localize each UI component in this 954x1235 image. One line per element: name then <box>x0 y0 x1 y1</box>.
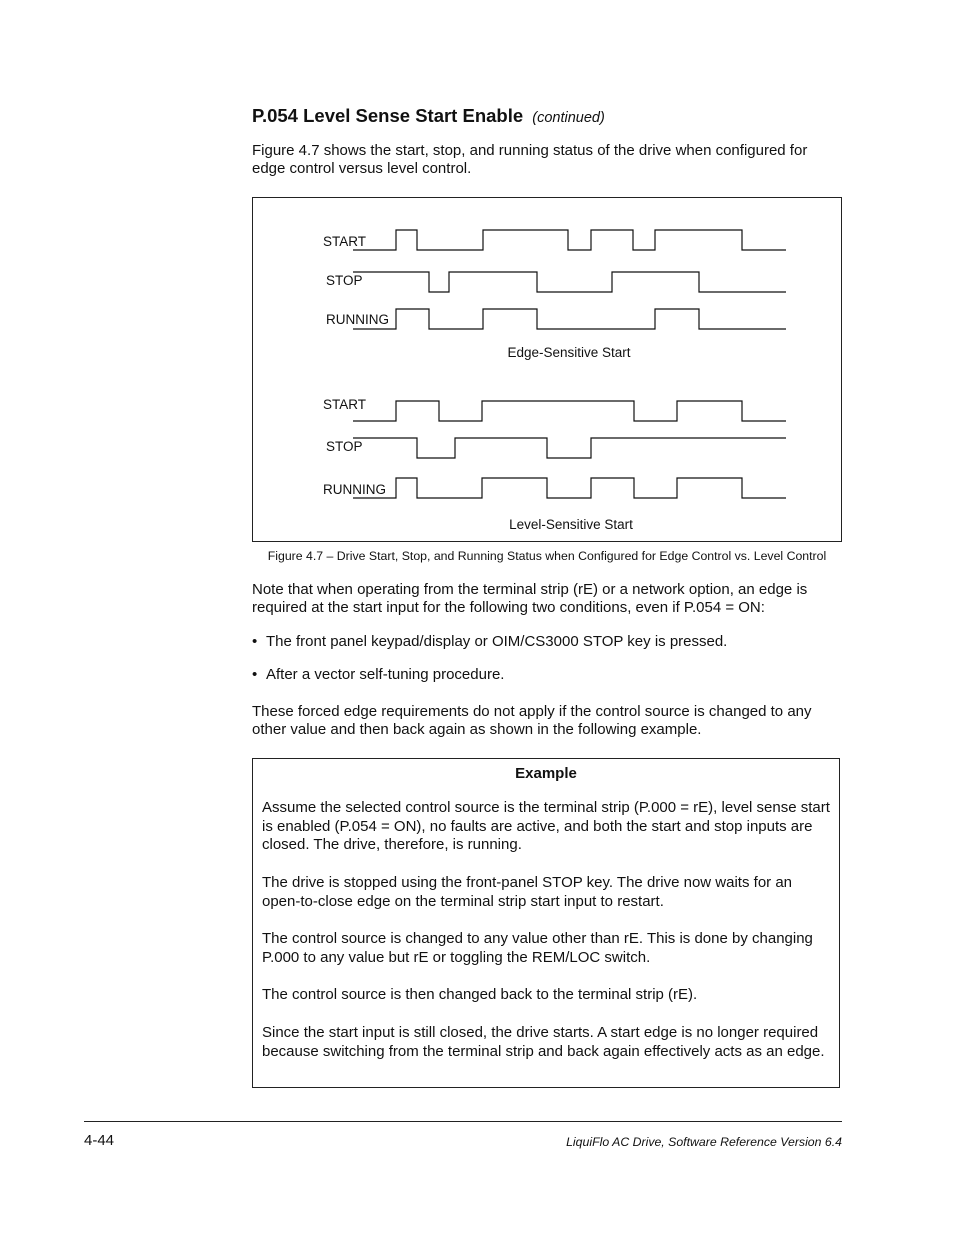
edge-start-label: START <box>323 234 367 249</box>
timing-figure <box>252 197 842 542</box>
edge-running-waveform <box>353 309 786 329</box>
edge-start-waveform <box>353 230 786 250</box>
level-start-label: START <box>323 397 367 412</box>
bullet-item <box>252 633 727 651</box>
bullet-dot-icon: • <box>252 633 258 650</box>
bullet-dot-icon: • <box>252 666 258 683</box>
page-number: 4-44 <box>84 1132 115 1149</box>
continued-label: (continued) <box>532 110 605 126</box>
section-heading <box>252 105 605 127</box>
edge-subtitle: Edge-Sensitive Start <box>507 345 631 360</box>
figure-caption: Figure 4.7 – Drive Start, Stop, and Running Status when Configured for Edge Control vs. Level Control <box>267 549 827 563</box>
level-running-waveform <box>353 478 786 498</box>
level-stop-waveform <box>353 438 786 458</box>
example-paragraph: The drive is stopped using the front-panel STOP key. The drive now waits for an open-to-close edge on the terminal strip start input to restart. <box>262 874 793 910</box>
bullet-text: The front panel keypad/display or OIM/CS3000 STOP key is pressed. <box>266 633 728 650</box>
edge-stop-label: STOP <box>326 273 363 288</box>
edge-stop-waveform <box>353 272 786 292</box>
example-title: Example <box>515 765 577 782</box>
edge-running-label: RUNNING <box>326 312 389 327</box>
forced-paragraph: These forced edge requirements do not apply if the control source is changed to any other value and then back again as shown in the following example. <box>252 703 812 738</box>
intro-paragraph: Figure 4.7 shows the start, stop, and running status of the drive when configured for edge control versus level control. <box>252 142 808 177</box>
footer-rule <box>84 1121 842 1122</box>
section-title: P.054 Level Sense Start Enable <box>252 105 524 126</box>
level-running-label: RUNNING <box>323 482 386 497</box>
level-stop-label: STOP <box>326 439 363 454</box>
footer-title: LiquiFlo AC Drive, Software Reference Version 6.4 <box>566 1135 842 1149</box>
example-paragraph: The control source is changed to any value other than rE. This is done by changing P.000 to any value but rE or toggling the REM/LOC switch. <box>262 930 813 966</box>
timing-diagram <box>253 198 843 543</box>
example-box <box>252 758 840 1088</box>
example-paragraph: Assume the selected control source is the terminal strip (P.000 = rE), level sense start is enabled (P.054 = ON), no faults are active, and both the start and stop inputs are closed. The drive, therefore, is running. <box>262 799 830 854</box>
example-paragraph: The control source is then changed back to the terminal strip (rE). <box>262 986 698 1003</box>
bullet-item <box>252 666 504 684</box>
level-subtitle: Level-Sensitive Start <box>509 517 633 532</box>
note-paragraph: Note that when operating from the terminal strip (rE) or a network option, an edge is required at the start input for the following two conditions, even if P.054 = ON: <box>252 581 808 616</box>
bullet-text: After a vector self-tuning procedure. <box>266 666 505 683</box>
example-paragraph: Since the start input is still closed, the drive starts. A start edge is no longer required because switching from the terminal strip and back again effectively acts as an edge. <box>262 1024 825 1060</box>
level-start-waveform <box>353 401 786 421</box>
